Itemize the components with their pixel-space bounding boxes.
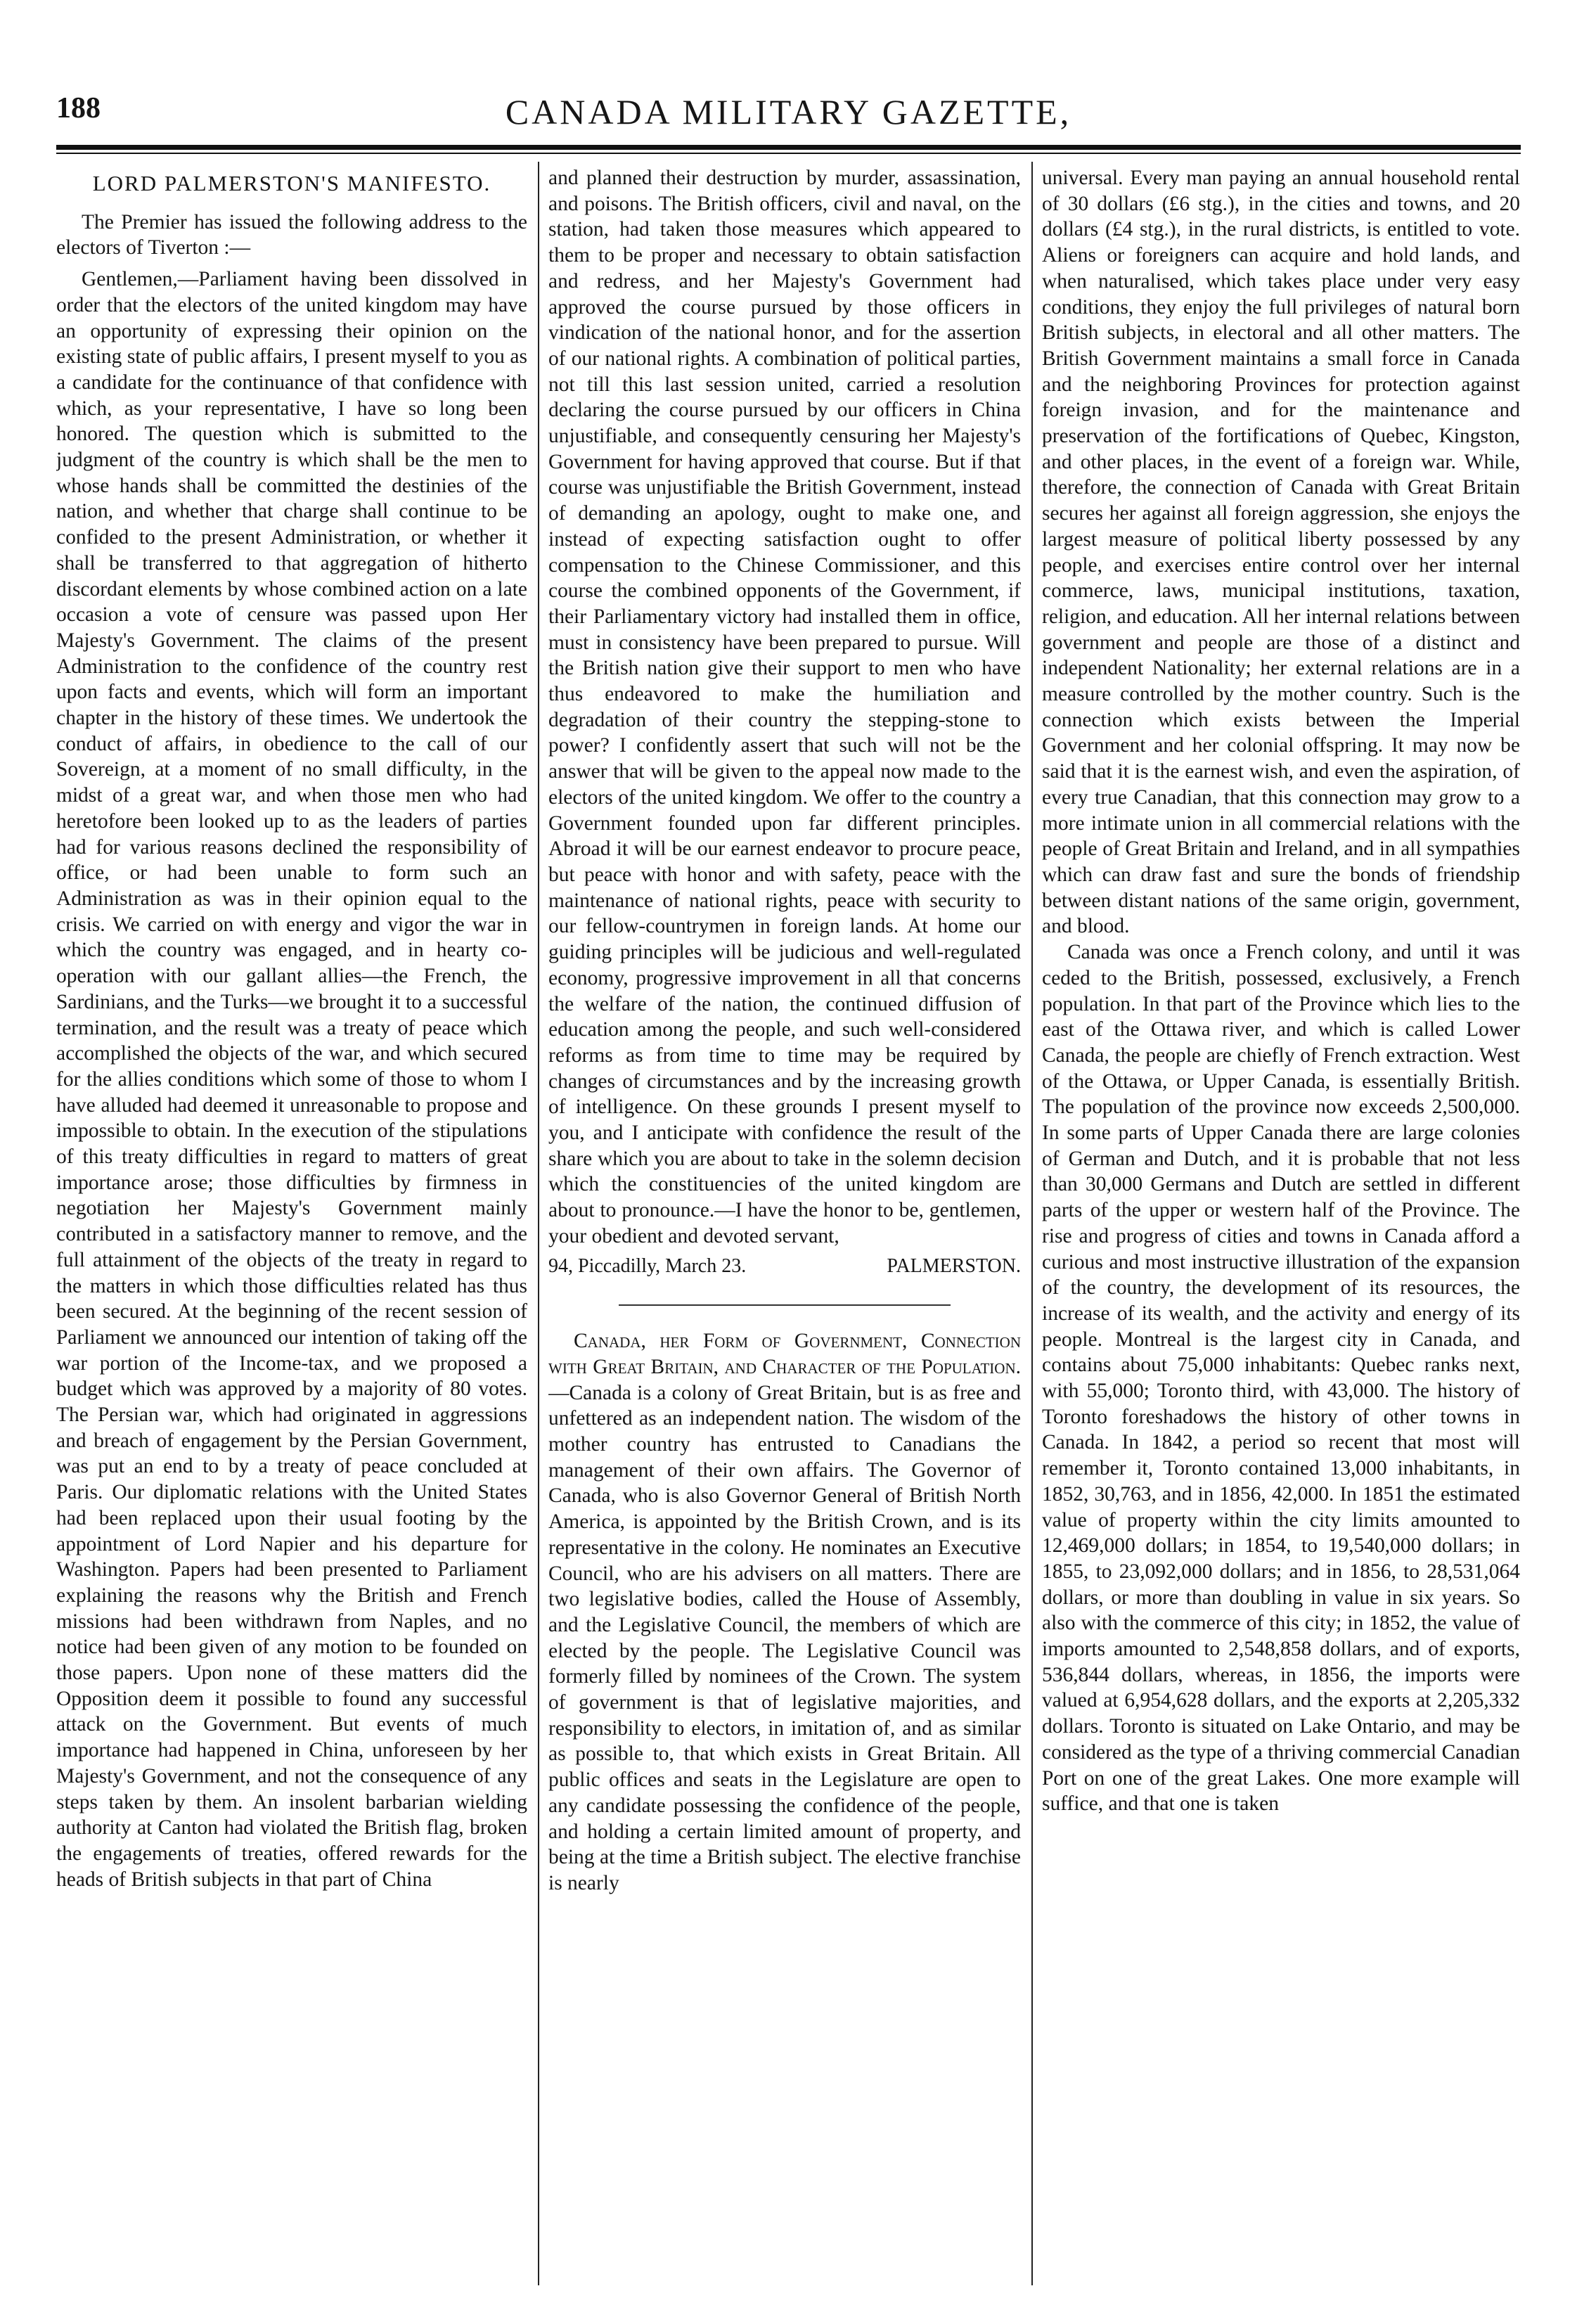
column-divider [1031, 162, 1033, 2285]
column-1 [56, 165, 527, 2282]
article-separator [619, 1304, 951, 1306]
article-intro: The Premier has issued the following address to the electors of Tiverton :— [56, 210, 527, 259]
signature-name: PALMERSTON. [887, 1254, 1021, 1277]
column-2 [548, 165, 1021, 2282]
article2-paragraph [548, 1328, 1021, 1896]
header-rule-thick [56, 145, 1521, 150]
column-divider [538, 162, 539, 2285]
page-header [56, 91, 1521, 141]
masthead-title: CANADA MILITARY GAZETTE, [505, 92, 1072, 131]
page-number: 188 [56, 92, 101, 124]
signature-place-date: 94, Piccadilly, March 23. [548, 1254, 747, 1277]
column-3 [1042, 165, 1520, 2282]
article2-lead: Canada, her Form of Government, Connection with Great Britain, and Character of the Population. [548, 1330, 1021, 1378]
article-body-continued: and planned their destruction by murder, assassination, and poisons. The British officers, civil and naval, on the station, had taken those measures which appeared to them to be proper and necessary to obtain satisfaction and redress, and her Majesty's Government had approved the course pursued by those officers in vindication of the national honor, and for the assertion of our national rights. A combination of political parties, not till this last session united, carried a resolution declaring the course pursued by our officers in China unjustifiable, and consequently censuring her Majesty's Government for having approved that course. But if that course was unjustifiable the British Government, instead of demanding an apology, ought to make one, and instead of expecting satisfaction ought to offer compensation to the Chinese Commissioner, and this course the combined opponents of the Government, if their Parliamentary victory had installed them in office, must in consistency have been prepared to pursue. Will the British nation give their support to men who have thus endeavored to make the humiliation and degradation of their country the stepping-stone to power? I confidently assert that such will not be the answer that will be given to the appeal now made to the electors of the united kingdom. We offer to the country a Government founded upon far different principles. Abroad it will be our earnest endeavor to procure peace, but peace with honor and with safety, peace with the maintenance of national rights, peace with security to our fellow-countrymen in foreign lands. At home our guiding principles will be judicious and well-regulated economy, progressive improvement in all that concerns the welfare of the nation, the continued diffusion of education among the people, and such well-considered reforms as from time to time may be required by changes of circumstances and by the increasing growth of intelligence. On these grounds I present myself to you, and I anticipate with confidence the result of the share which you are about to take in the solemn decision which the constituencies of the united kingdom are about to pronounce.—I have the honor to be, gentlemen, your obedient and devoted servant, [548, 167, 1021, 1247]
article2-body: —Canada is a colony of Great Britain, but is as free and unfettered as an independent nation. The wisdom of the mother country has entrusted to Canadians the management of their own affairs. The Governor of Canada, who is also Governor General of British North America, is appointed by the British Crown, and is its representative in the colony. He nominates an Executive Council, who are his advisers on all matters. There are two legislative bodies, called the House of Assembly, and the Legislative Council, the members of which are elected by the people. The Legislative Council was formerly filled by nominees of the Crown. The system of government is that of legislative majorities, and responsibility to electors, in imitation of, and as similar as possible to, that which exists in Great Britain. All public offices and seats in the Legislature are open to any candidate possessing the confidence of the people, and holding a certain limited amount of property, and being at the time a British subject. The elective franchise is nearly [548, 1381, 1021, 1894]
article2-body-continued: universal. Every man paying an annual household rental of 30 dollars (£6 stg.), in the cities and towns, and 20 dollars (£4 stg.), in the rural districts, is entitled to vote. Aliens or foreigners can acquire and hold lands, and when naturalised, which takes place under very easy conditions, they enjoy the full privileges of natural born British subjects, in electoral and all other matters. The British Government maintains a small force in Canada and the neighboring Provinces for protection against foreign invasion, and for the maintenance and preservation of the fortifications of Quebec, Kingston, and other places, in the event of a foreign war. While, therefore, the connection of Canada with Great Britain secures her against all foreign aggression, she enjoys the largest measure of political liberty possessed by any people, and exercises entire control over her internal commerce, laws, municipal institutions, taxation, religion, and education. All her internal relations between government and people are those of a distinct and independent Nationality; her external relations are in a measure controlled by the mother country. Such is the connection which exists between the Imperial Government and her colonial offspring. It may now be said that it is the earnest wish, and even the aspiration, of every true Canadian, that this connection may grow to a more intimate union in all commercial relations with the people of Great Britain and Ireland, and in all sympathies which can draw fast and sure the bonds of friendship between distant nations of the same origin, government, and blood. [1042, 167, 1520, 938]
article2-paragraph-2: Canada was once a French colony, and until it was ceded to the British, possessed, exclusively, a French population. In that part of the Province which lies to the east of the Ottawa river, and which is called Lower Canada, the people are chiefly of French extraction. West of the Ottawa, or Upper Canada, is essentially British. The population of the province now exceeds 2,500,000. In some parts of Upper Canada there are large colonies of German and Dutch, and it is probable that not less than 30,000 Germans and Dutch are settled in different parts of the upper or western half of the Province. The rise and progress of cities and towns in Canada afford a curious and most instructive illustration of the expansion of the country, the development of its resources, the increase of its wealth, and the activity and energy of its people. Montreal is the largest city in Canada, and contains about 75,000 inhabitants: Quebec ranks next, with 55,000; Toronto third, with 43,000. The history of Toronto foreshadows the history of other towns in Canada. In 1842, a period so recent that most will remember it, Toronto contained 13,000 inhabitants, in 1852, 30,763, and in 1856, 42,000. In 1851 the estimated value of property within the city limits amounted to 12,469,000 dollars; in 1854, to 19,540,000 dollars; in 1855, to 23,092,000 dollars; and in 1856, to 28,531,064 dollars, or more than doubling in value in six years. So also with the commerce of this city; in 1852, the value of imports amounted to 2,548,858 dollars, and of exports, 536,844 dollars, whereas, in 1856, the imports were valued at 6,954,628 dollars, and the exports at 2,205,332 dollars. Toronto is situated on Lake Ontario, and may be considered as the type of a thriving commercial Canadian Port on one of the great Lakes. One more example will suffice, and that one is taken [1042, 941, 1520, 1816]
article-body: Gentlemen,—Parliament having been dissolved in order that the electors of the united kingdom may have an opportunity of expressing their opinion on the existing state of public affairs, I present myself to you as a candidate for the continuance of that confidence with which, as your representative, I have so long been honored. The question which is submitted to the judgment of the country is which shall be the men to whose hands shall be committed the destinies of the nation, and whether that charge shall continue to be confided to the present Administration, or whether it shall be transferred to that aggregation of hitherto discordant elements by whose combined action on a late occasion a vote of censure was passed upon Her Majesty's Government. The claims of the present Administration to the confidence of the country rest upon facts and events, which will form an important chapter in the history of these times. We undertook the conduct of affairs, in obedience to the call of our Sovereign, at a moment of no small difficulty, in the midst of a great war, and when those men who had heretofore been looked up to as the leaders of parties had for various reasons declined the responsibility of office, or had been unable to form such an Administration as was in their opinion equal to the crisis. We carried on with energy and vigor the war in which the country was engaged, and in hearty co-operation with our gallant allies—the French, the Sardinians, and the Turks—we brought it to a successful termination, and the result was a treaty of peace which accomplished the objects of the war, and which secured for the allies conditions which some of those to whom I have alluded had deemed it unreasonable to propose and impossible to obtain. In the execution of the stipulations of this treaty difficulties in regard to matters of great importance arose; those difficulties by firmness in negotiation her Majesty's Government mainly contributed in a satisfactory manner to remove, and the full attainment of the objects of the treaty in regard to the matters in which those difficulties related has thus been secured. At the beginning of the recent session of Parliament we announced our intention of taking off the war portion of the Income-tax, and we proposed a budget which was approved by a majority of 80 votes. The Persian war, which had originated in aggressions and breach of engagement by the Persian Government, was put an end to by a treaty of peace concluded at Paris. Our diplomatic relations with the United States had been replaced upon their usual footing by the appointment of Lord Napier and his departure for Washington. Papers had been presented to Parliament explaining the reasons why the British and French missions had been withdrawn from Naples, and no notice had been given of any motion to be founded on those papers. Upon none of these matters did the Opposition deem it possible to found any successful attack on the Government. But events of much importance had happened in China, unforeseen by her Majesty's Government, and not the consequence of any steps taken by them. An insolent barbarian wielding authority at Canton had violated the British flag, broken the engagements of treaties, offered rewards for the heads of British subjects in that part of China [56, 268, 527, 1891]
article-heading: LORD PALMERSTON'S MANIFESTO. [92, 171, 491, 195]
header-rule-thin [56, 153, 1521, 154]
signature-line [548, 1254, 1021, 1280]
